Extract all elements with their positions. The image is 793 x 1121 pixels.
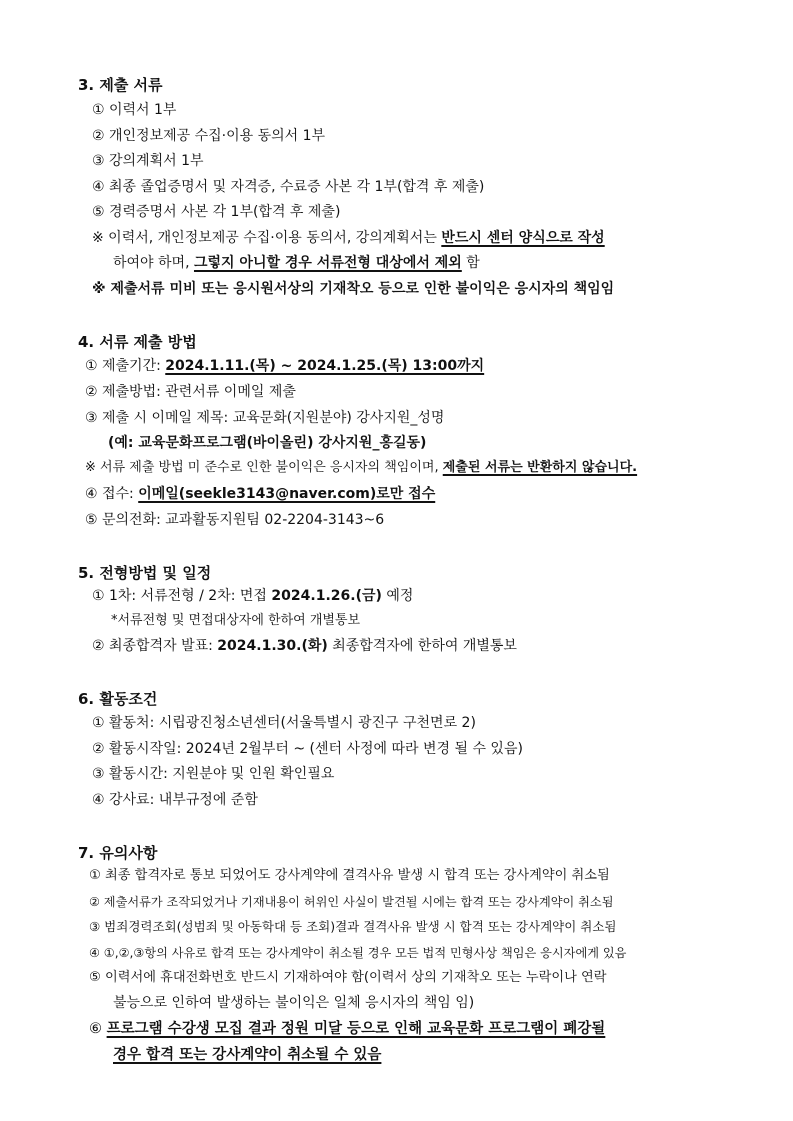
s5-item-2-a: ② 최종합격자 발표: — [92, 638, 218, 654]
s5-date-2: 2024.1.30.(화) — [217, 638, 328, 654]
section-7-title: 7. 유의사항 — [78, 844, 158, 862]
s4-item-4 — [85, 485, 435, 503]
s6-item-2: ② 활동시작일: 2024년 2월부터 ~ (센터 사정에 따라 변경 될 수 있음) — [92, 741, 523, 757]
s5-date-1: 2024.1.26.(금) — [271, 588, 382, 604]
s3-note-1-e: 함 — [461, 255, 480, 271]
s3-note-1 — [92, 229, 605, 247]
s4-item-3: ③ 제출 시 이메일 제목: 교육문화(지원분야) 강사지원_성명 — [85, 410, 445, 426]
s3-note-1-a: ※ 이력서, 개인정보제공 수집·이용 동의서, 강의계획서는 — [92, 230, 442, 246]
s4-item-5: ⑤ 문의전화: 교과활동지원팀 02-2204-3143~6 — [85, 512, 385, 528]
s4-note — [85, 459, 637, 477]
section-5-title: 5. 전형방법 및 일정 — [78, 564, 212, 582]
s7-item-6-emph-1: 프로그램 수강생 모집 결과 정원 미달 등으로 인해 교육문화 프로그램이 폐강될 — [106, 1021, 606, 1037]
s5-item-1-c: 예정 — [381, 588, 414, 604]
s5-item-1-note: *서류전형 및 면접대상자에 한하여 개별통보 — [111, 613, 361, 628]
s7-item-5-line-2: 불능으로 인하여 발생하는 불이익은 일체 응시자의 책임 임) — [113, 995, 475, 1011]
s4-period: 2024.1.11.(목) ~ 2024.1.25.(목) 13:00까지 — [165, 358, 485, 374]
s7-item-6-line-1 — [89, 1020, 605, 1038]
s7-item-1: ① 최종 합격자로 통보 되었어도 강사계약에 결격사유 발생 시 합격 또는 강사계약이 취소됨 — [89, 868, 610, 883]
s7-item-2: ② 제출서류가 조작되었거나 기재내용이 허위인 사실이 발견될 시에는 합격 또는 강사계약이 취소됨 — [89, 895, 614, 909]
s4-item-2: ② 제출방법: 관련서류 이메일 제출 — [85, 384, 296, 400]
s3-item-4: ④ 최종 졸업증명서 및 자격증, 수료증 사본 각 1부(합격 후 제출) — [92, 179, 485, 195]
section-4-title: 4. 서류 제출 방법 — [78, 333, 197, 351]
s4-item-4-label: ④ 접수: — [85, 486, 139, 502]
s6-item-1: ① 활동처: 시립광진청소년센터(서울특별시 광진구 구천면로 2) — [92, 715, 476, 731]
s7-item-4: ④ ①,②,③항의 사유로 합격 또는 강사계약이 취소될 경우 모든 법적 민형사상 책임은 응시자에게 있음 — [89, 946, 627, 960]
s7-item-6-line-2: 경우 합격 또는 강사계약이 취소될 수 있음 — [113, 1047, 382, 1063]
s4-item-1-label: ① 제출기간: — [85, 358, 166, 374]
s5-item-1-a: ① 1차: 서류전형 / 2차: 면접 — [92, 588, 272, 604]
s6-item-3: ③ 활동시간: 지원분야 및 인원 확인필요 — [92, 766, 335, 782]
s4-example: (예: 교육문화프로그램(바이올린) 강사지원_홍길동) — [108, 435, 427, 451]
s3-item-5: ⑤ 경력증명서 사본 각 1부(합격 후 제출) — [92, 204, 341, 220]
s4-email: 이메일(seekle3143@naver.com)로만 접수 — [138, 486, 436, 502]
section-3-title: 3. 제출 서류 — [78, 76, 163, 94]
s5-item-1 — [92, 587, 413, 605]
s7-item-6-num: ⑥ — [89, 1021, 107, 1037]
s5-item-2-c: 최종합격자에 한하여 개별통보 — [327, 638, 517, 654]
s3-item-1: ① 이력서 1부 — [92, 102, 177, 118]
s6-item-4: ④ 강사료: 내부규정에 준함 — [92, 792, 258, 808]
s3-note-1-c: 하여야 하며, — [113, 255, 194, 271]
s5-item-2 — [92, 637, 517, 655]
s7-item-3: ③ 범죄경력조회(성범죄 및 아동학대 등 조회)결과 결격사유 발생 시 합격 또는 강사계약이 취소됨 — [89, 919, 617, 934]
s7-item-5-line-1: ⑤ 이력서에 휴대전화번호 반드시 기재하여야 함(이력서 상의 기재착오 또는 누락이나 연락 — [89, 970, 607, 985]
s3-item-3: ③ 강의계획서 1부 — [92, 153, 204, 169]
s4-note-emph: 제출된 서류는 반환하지 않습니다. — [442, 460, 638, 475]
s4-note-a: ※ 서류 제출 방법 미 준수로 인한 불이익은 응시자의 책임이며, — [85, 460, 443, 475]
s3-note-1-emph: 반드시 센터 양식으로 작성 — [441, 230, 605, 246]
s3-note-1-emph-2: 그렇지 아니할 경우 서류전형 대상에서 제외 — [193, 255, 462, 271]
s3-note-2: ※ 제출서류 미비 또는 응시원서상의 기재착오 등으로 인한 불이익은 응시자의 책임임 — [92, 281, 615, 297]
s3-note-1-cont — [113, 254, 480, 272]
s3-item-2: ② 개인정보제공 수집·이용 동의서 1부 — [92, 128, 326, 144]
section-6-title: 6. 활동조건 — [78, 690, 158, 708]
s4-item-1 — [85, 357, 484, 375]
